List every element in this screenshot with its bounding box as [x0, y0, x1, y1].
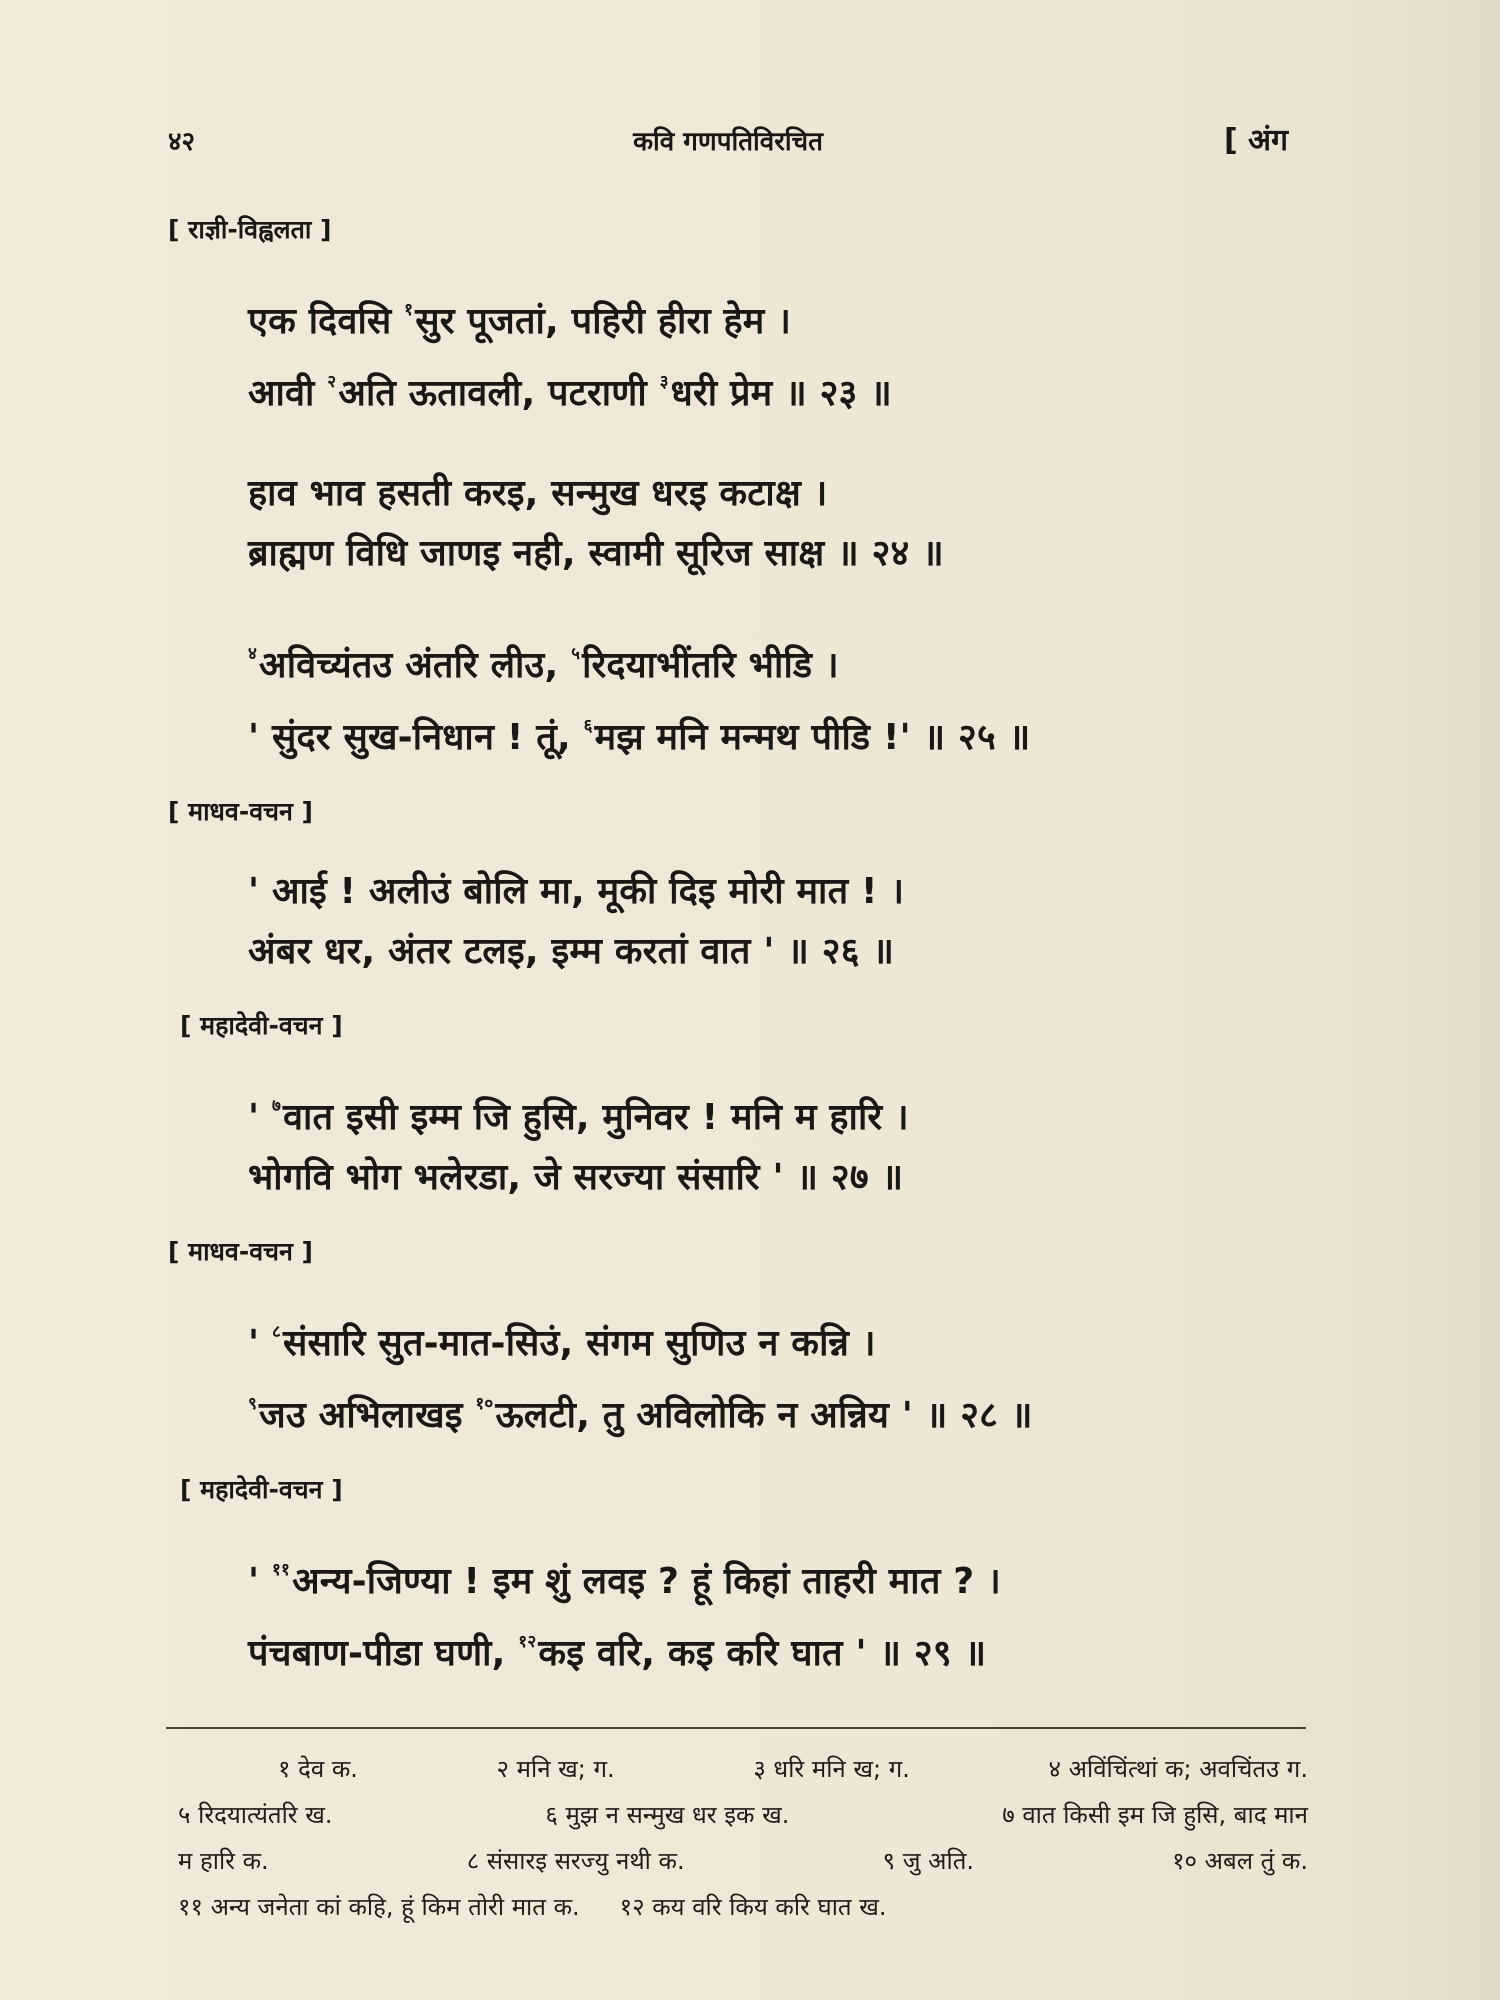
- footnote-marker: १२: [518, 1632, 537, 1652]
- verse-text: ': [248, 1097, 272, 1138]
- verse: [248, 1076, 1318, 1208]
- verse-line: [248, 1374, 1318, 1446]
- footnote-entry: ४ अविंचिंत्थां क; अवचिंतउ ग.: [1048, 1755, 1308, 1783]
- footnote-marker: २: [327, 372, 337, 392]
- verse-text: ': [248, 1561, 272, 1602]
- page-edge-shadow: [1350, 0, 1500, 2000]
- verse-text: वात इसी इम्म जि हुसि, मुनिवर ! मनि म हारि ।: [283, 1097, 909, 1138]
- footnote-entry: ६ मुझ न सन्मुख धर इक ख.: [545, 1801, 790, 1829]
- speaker-label: [ महादेवी-वचन ]: [180, 1011, 343, 1040]
- verse-text: एक दिवसि: [248, 301, 405, 342]
- running-header: [168, 122, 1288, 162]
- footnote-row: [178, 1746, 1308, 1792]
- verse-text: अंबर धर, अंतर टलइ, इम्म करतां वात ' ॥ २६ ॥: [248, 931, 895, 972]
- verse-text: अविच्यंतउ अंतरि लीउ,: [259, 645, 572, 686]
- verse: [248, 862, 1318, 982]
- footnote-marker: ७: [271, 1096, 282, 1116]
- footnote-entry: १ देव क.: [278, 1755, 358, 1783]
- verse: [248, 624, 1318, 768]
- verse-text: अति ऊतावली, पटराणी: [338, 373, 660, 414]
- footnote-entry: ११ अन्य जनेता कां कहि, हूं किम तोरी मात क.: [178, 1893, 580, 1921]
- verse-text: संसारि सुत-मात-सिउं, संगम सुणिउ न कन्नि ।: [283, 1323, 876, 1364]
- footnote-marker: ६: [583, 716, 593, 736]
- verse-line: [248, 524, 1318, 584]
- verse-text: ब्राह्मण विधि जाणइ नही, स्वामी सूरिज साक्ष ॥ २४ ॥: [248, 533, 944, 574]
- footnote-entry: ८ संसारइ सरज्यु नथी क.: [466, 1847, 685, 1875]
- verse-line: [248, 1540, 1318, 1612]
- verse-text: कइ वरि, कइ करि घात ' ॥ २९ ॥: [538, 1633, 987, 1674]
- verse-text: सुर पूजतां, पहिरी हीरा हेम ।: [415, 301, 792, 342]
- verse-line: [248, 352, 1318, 424]
- verse-text: भोगवि भोग भलेरडा, जे सरज्या संसारि ' ॥ २७ ॥: [248, 1157, 904, 1198]
- running-title: कवि गणपतिविरचित: [633, 127, 823, 157]
- verse-text: ': [248, 1323, 272, 1364]
- verse-content: [168, 212, 1318, 1684]
- speaker-label: [ माधव-वचन ]: [168, 797, 313, 826]
- verse: [248, 280, 1318, 424]
- footnote-row: [178, 1838, 1308, 1884]
- verse-line: [248, 464, 1318, 524]
- verse-line: [248, 624, 1318, 696]
- footnote-marker: ९: [248, 1394, 258, 1414]
- footnote-entry: ७ वात किसी इम जि हुसि, बाद मान: [1002, 1801, 1308, 1829]
- verse-line: [248, 1076, 1318, 1148]
- passage-block: [168, 794, 1318, 982]
- verse-line: [248, 1302, 1318, 1374]
- verse-line: [248, 922, 1318, 982]
- footnote-marker: १०: [475, 1394, 494, 1414]
- footnote-entry: १० अबल तुं क.: [1172, 1847, 1308, 1875]
- verse-line: [248, 696, 1318, 768]
- verse-text: रिदयाभींतरि भीडि ।: [582, 645, 839, 686]
- section-marker: [ अंग: [1224, 123, 1288, 158]
- passage-block: [168, 1234, 1318, 1446]
- footnote-entry: २ मनि ख; ग.: [496, 1755, 615, 1783]
- footnote-entry: म हारि क.: [178, 1847, 269, 1875]
- verse-line: [248, 280, 1318, 352]
- footnote-marker: ३: [659, 372, 669, 392]
- footnote-row: [178, 1884, 1308, 1930]
- verse-text: ऊलटी, तु अविलोकि न अन्निय ' ॥ २८ ॥: [495, 1395, 1033, 1436]
- footnote-entry: १२ कय वरि किय करि घात ख.: [619, 1893, 887, 1921]
- verse: [248, 1302, 1318, 1446]
- verse-line: [248, 1612, 1318, 1684]
- verse-text: मझ मनि मन्मथ पीडि !' ॥ २५ ॥: [594, 717, 1031, 758]
- verse-text: पंचबाण-पीडा घणी,: [248, 1633, 519, 1674]
- speaker-label: [ राज्ञी-विह्वलता ]: [168, 215, 332, 244]
- footnote-row: [178, 1792, 1308, 1838]
- footnote-marker: ५: [571, 644, 581, 664]
- footnote-entry: ५ रिदयात्यंतरि ख.: [178, 1801, 333, 1829]
- speaker-label: [ महादेवी-वचन ]: [180, 1475, 343, 1504]
- footnote-entry: ३ धरि मनि ख; ग.: [753, 1755, 910, 1783]
- verse-text: धरी प्रेम ॥ २३ ॥: [670, 373, 892, 414]
- footnote-marker: ११: [271, 1560, 291, 1580]
- verse-text: ' सुंदर सुख-निधान ! तूं,: [248, 717, 584, 758]
- footnotes: [178, 1746, 1308, 1930]
- verse-text: अन्य-जिण्या ! इम शुं लवइ ? हूं किहां ताहरी मात ? ।: [292, 1561, 1001, 1602]
- verse-line: [248, 862, 1318, 922]
- verse: [248, 464, 1318, 584]
- page-number: ४२: [168, 127, 196, 157]
- footnote-marker: ८: [271, 1322, 282, 1342]
- verse: [248, 1540, 1318, 1684]
- verse-text: हाव भाव हसती करइ, सन्मुख धरइ कटाक्ष ।: [248, 473, 828, 514]
- passage-block: [168, 1008, 1318, 1208]
- verse-text: आवी: [248, 373, 328, 414]
- footnote-entry: ९ जु अति.: [882, 1847, 975, 1875]
- verse-text: ' आई ! अलीउं बोलि मा, मूकी दिइ मोरी मात ! ।: [248, 871, 905, 912]
- footnote-divider: [166, 1727, 1306, 1729]
- footnote-marker: ४: [248, 644, 258, 664]
- verse-line: [248, 1148, 1318, 1208]
- verse-text: जउ अभिलाखइ: [259, 1395, 476, 1436]
- passage-block: [168, 212, 1318, 768]
- passage-block: [168, 1472, 1318, 1684]
- speaker-label: [ माधव-वचन ]: [168, 1237, 313, 1266]
- footnote-marker: १: [404, 300, 414, 320]
